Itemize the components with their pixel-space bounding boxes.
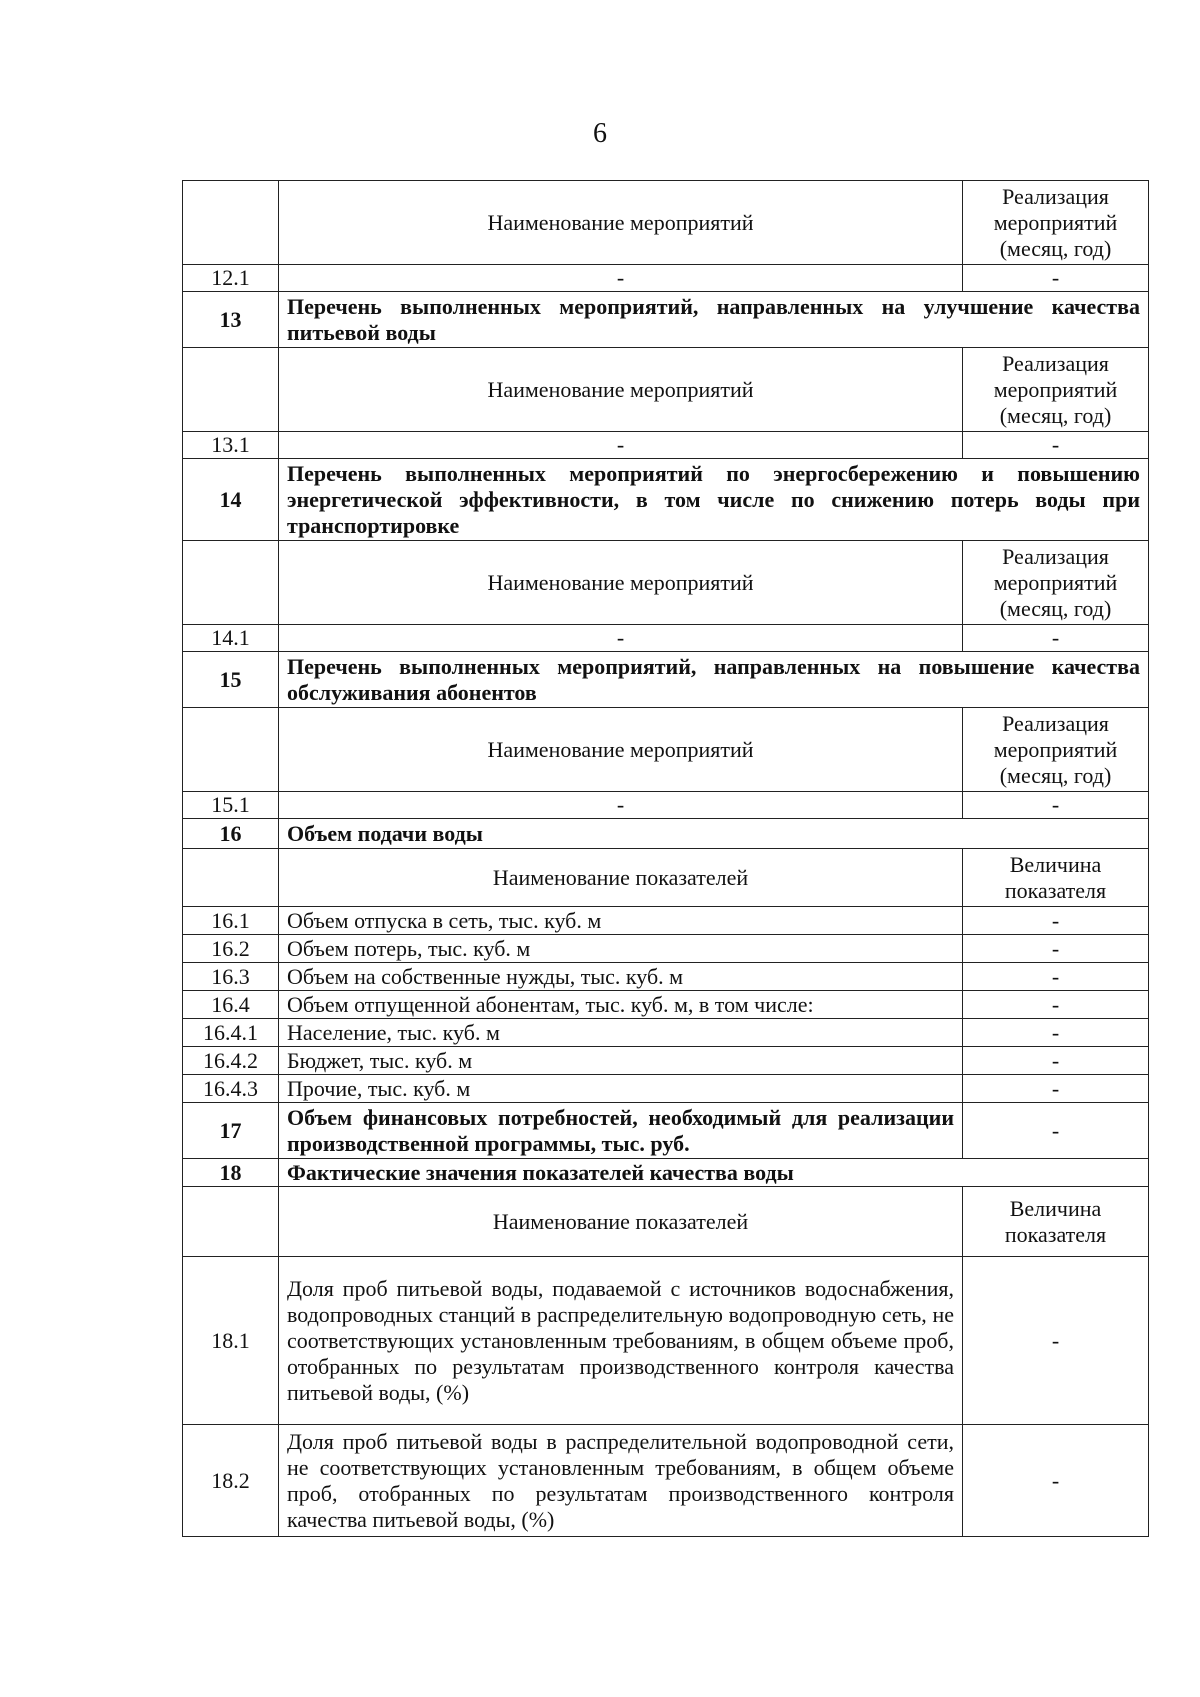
section-row bbox=[183, 459, 1149, 541]
row-text: Бюджет, тыс. куб. м bbox=[279, 1047, 963, 1075]
header-num-cell bbox=[183, 1187, 279, 1257]
header-num-cell bbox=[183, 541, 279, 625]
table-header-row bbox=[183, 181, 1149, 265]
table-row bbox=[183, 792, 1149, 819]
row-number: 12.1 bbox=[183, 265, 279, 292]
row-number: 16.2 bbox=[183, 935, 279, 963]
section-row bbox=[183, 292, 1149, 348]
section-title: Перечень выполненных мероприятий по энергосбережению и повышению энергетической эффективности, в том числе по снижению потерь воды при транспортировке bbox=[279, 459, 1149, 541]
row-value: - bbox=[963, 625, 1149, 652]
header-name-indicators: Наименование показателей bbox=[279, 849, 963, 907]
table-row bbox=[183, 1257, 1149, 1425]
row-value: - bbox=[963, 1047, 1149, 1075]
section-number: 15 bbox=[183, 652, 279, 708]
header-value-events: Реализация мероприятий (месяц, год) bbox=[963, 541, 1149, 625]
row-text: Население, тыс. куб. м bbox=[279, 1019, 963, 1047]
section-row bbox=[183, 819, 1149, 849]
table-header-row bbox=[183, 348, 1149, 432]
header-num-cell bbox=[183, 181, 279, 265]
row-text: Объем отпуска в сеть, тыс. куб. м bbox=[279, 907, 963, 935]
row-value: - bbox=[963, 265, 1149, 292]
section-row bbox=[183, 1159, 1149, 1187]
table-row bbox=[183, 935, 1149, 963]
header-name-indicators: Наименование показателей bbox=[279, 1187, 963, 1257]
table-row bbox=[183, 907, 1149, 935]
section-number: 14 bbox=[183, 459, 279, 541]
row-number: 18.1 bbox=[183, 1257, 279, 1425]
row-value: - bbox=[963, 1019, 1149, 1047]
section-title: Объем финансовых потребностей, необходимый для реализации производственной программы, тыс. руб. bbox=[279, 1103, 963, 1159]
header-value-indicators: Величина показателя bbox=[963, 1187, 1149, 1257]
row-number: 15.1 bbox=[183, 792, 279, 819]
table-row bbox=[183, 1075, 1149, 1103]
section-title: Перечень выполненных мероприятий, направленных на улучшение качества питьевой воды bbox=[279, 292, 1149, 348]
header-num-cell bbox=[183, 708, 279, 792]
row-text: Объем потерь, тыс. куб. м bbox=[279, 935, 963, 963]
section-row bbox=[183, 652, 1149, 708]
table-header-row bbox=[183, 541, 1149, 625]
row-text: Доля проб питьевой воды в распределительной водопроводной сети, не соответствующих установленным требованиям, в общем объеме проб, отобранных по результатам производственного контроля качества питьевой воды, (%) bbox=[279, 1425, 963, 1537]
table-header-row bbox=[183, 849, 1149, 907]
section-number: 17 bbox=[183, 1103, 279, 1159]
row-text: Прочие, тыс. куб. м bbox=[279, 1075, 963, 1103]
row-number: 18.2 bbox=[183, 1425, 279, 1537]
table-header-row bbox=[183, 708, 1149, 792]
row-text: - bbox=[279, 265, 963, 292]
table-header-row bbox=[183, 1187, 1149, 1257]
row-value: - bbox=[963, 1103, 1149, 1159]
section-number: 16 bbox=[183, 819, 279, 849]
program-table bbox=[182, 180, 1149, 1537]
row-value: - bbox=[963, 963, 1149, 991]
table-row bbox=[183, 963, 1149, 991]
row-value: - bbox=[963, 935, 1149, 963]
row-text: Объем отпущенной абонентам, тыс. куб. м, в том числе: bbox=[279, 991, 963, 1019]
header-name-events: Наименование мероприятий bbox=[279, 708, 963, 792]
row-number: 16.4.1 bbox=[183, 1019, 279, 1047]
row-number: 16.4 bbox=[183, 991, 279, 1019]
row-text: - bbox=[279, 792, 963, 819]
table-row bbox=[183, 432, 1149, 459]
table-row bbox=[183, 991, 1149, 1019]
row-number: 16.4.2 bbox=[183, 1047, 279, 1075]
header-name-events: Наименование мероприятий bbox=[279, 181, 963, 265]
header-value-events: Реализация мероприятий (месяц, год) bbox=[963, 708, 1149, 792]
row-value: - bbox=[963, 991, 1149, 1019]
section-number: 13 bbox=[183, 292, 279, 348]
row-number: 16.3 bbox=[183, 963, 279, 991]
table-row bbox=[183, 1425, 1149, 1537]
row-number: 16.1 bbox=[183, 907, 279, 935]
table-row bbox=[183, 1047, 1149, 1075]
row-text: Объем на собственные нужды, тыс. куб. м bbox=[279, 963, 963, 991]
header-num-cell bbox=[183, 849, 279, 907]
row-number: 16.4.3 bbox=[183, 1075, 279, 1103]
header-name-events: Наименование мероприятий bbox=[279, 541, 963, 625]
row-value: - bbox=[963, 792, 1149, 819]
header-value-indicators: Величина показателя bbox=[963, 849, 1149, 907]
header-value-events: Реализация мероприятий (месяц, год) bbox=[963, 348, 1149, 432]
header-num-cell bbox=[183, 348, 279, 432]
row-text: - bbox=[279, 432, 963, 459]
row-number: 13.1 bbox=[183, 432, 279, 459]
header-value-events: Реализация мероприятий (месяц, год) bbox=[963, 181, 1149, 265]
section-title: Перечень выполненных мероприятий, направленных на повышение качества обслуживания абонентов bbox=[279, 652, 1149, 708]
section-title: Объем подачи воды bbox=[279, 819, 1149, 849]
row-value: - bbox=[963, 1075, 1149, 1103]
section-title: Фактические значения показателей качества воды bbox=[279, 1159, 1149, 1187]
row-value: - bbox=[963, 1425, 1149, 1537]
row-text: - bbox=[279, 625, 963, 652]
page-number: 6 bbox=[593, 118, 607, 149]
table-row bbox=[183, 265, 1149, 292]
row-value: - bbox=[963, 907, 1149, 935]
row-number: 14.1 bbox=[183, 625, 279, 652]
row-value: - bbox=[963, 1257, 1149, 1425]
section-number: 18 bbox=[183, 1159, 279, 1187]
row-text: Доля проб питьевой воды, подаваемой с источников водоснабжения, водопроводных станций в распределительную водопроводную сеть, не соответствующих установленным требованиям, в общем объеме проб, отобранных по результатам производственного контроля качества питьевой воды, (%) bbox=[279, 1257, 963, 1425]
table-row bbox=[183, 1019, 1149, 1047]
header-name-events: Наименование мероприятий bbox=[279, 348, 963, 432]
section-row bbox=[183, 1103, 1149, 1159]
table-row bbox=[183, 625, 1149, 652]
row-value: - bbox=[963, 432, 1149, 459]
